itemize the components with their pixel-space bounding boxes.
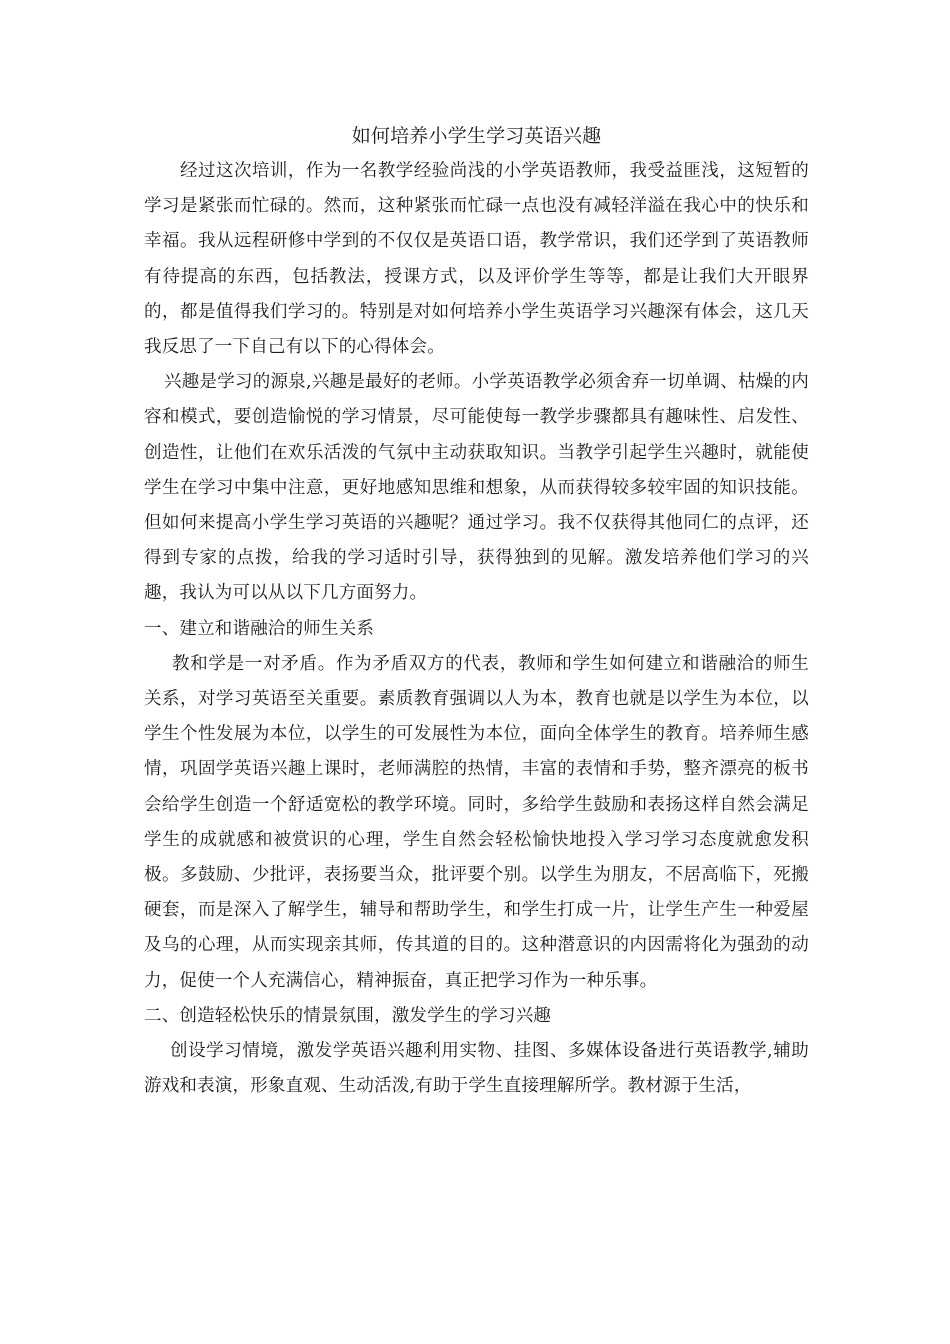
section-heading-2: 二、创造轻松快乐的情景氛围，激发学生的学习兴趣 [144,1005,552,1026]
paragraph-intro: 经过这次培训，作为一名教学经验尚浅的小学英语教师，我受益匪浅，这短暂的学习是紧张而忙碌的。然而，这种紧张而忙碌一点也没有减轻洋溢在我心中的快乐和幸福。我从远程研修中学到的不仅仅是英语口语，教学常识，我们还学到了英语教师有待提高的东西，包括教法，授课方式，以及评价学生等等，都是让我们大开眼界的，都是值得我们学习的。特别是对如何培养小学生英语学习兴趣深有体会，这几天我反思了一下自己有以下的心得体会。 [144,161,809,358]
paragraph-interest: 兴趣是学习的源泉,兴趣是最好的老师。小学英语教学必须舍弃一切单调、枯燥的内容和模式，要创造愉悦的学习情景，尽可能使每一教学步骤都具有趣味性、启发性、创造性，让他们在欢乐活泼的气氛中主动获取知识。当教学引起学生兴趣时，就能使学生在学习中集中注意，更好地感知思维和想象，从而获得较多较牢固的知识技能。但如何来提高小学生学习英语的兴趣呢？通过学习。我不仅获得其他同仁的点评，还得到专家的点拨，给我的学习适时引导，获得独到的见解。激发培养他们学习的兴趣，我认为可以从以下几方面努力。 [144,372,809,604]
paragraph-relationship: 教和学是一对矛盾。作为矛盾双方的代表，教师和学生如何建立和谐融洽的师生关系，对学习英语至关重要。素质教育强调以人为本，教育也就是以学生为本位，以学生个性发展为本位，以学生的可发展性为本位，面向全体学生的教育。培养师生感情，巩固学英语兴趣上课时，老师满腔的热情，丰富的表情和手势，整齐漂亮的板书会给学生创造一个舒适宽松的教学环境。同时，多给学生鼓励和表扬这样自然会满足学生的成就感和被赏识的心理，学生自然会轻松愉快地投入学习学习态度就愈发积极。多鼓励、少批评，表扬要当众，批评要个别。以学生为朋友，不居高临下，死搬硬套，而是深入了解学生，辅导和帮助学生，和学生打成一片，让学生产生一种爱屋及乌的心理，从而实现亲其师，传其道的目的。这种潜意识的内因需将化为强劲的动力，促使一个人充满信心，精神振奋，真正把学习作为一种乐事。 [144,653,809,991]
document-body [144,118,809,1104]
section-heading-1: 一、建立和谐融洽的师生关系 [144,618,375,639]
document-title: 如何培养小学生学习英语兴趣 [351,125,602,147]
paragraph-situation: 创设学习情境，激发学英语兴趣利用实物、挂图、多媒体设备进行英语教学,辅助游戏和表演，形象直观、生动活泼,有助于学生直接理解所学。教材源于生活， [144,1041,809,1097]
